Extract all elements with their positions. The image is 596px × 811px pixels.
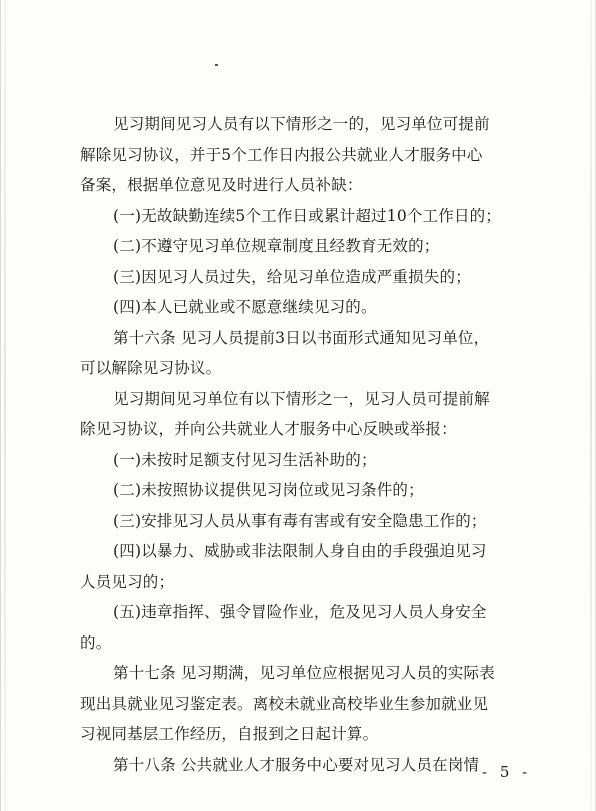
- list-item: (三)安排见习人员从事有毒有害或有安全隐患工作的；: [113, 511, 487, 530]
- paragraph-line: 解除见习协议，并于5个工作日内报公共就业人才服务中心: [80, 145, 483, 164]
- scan-speck: [215, 64, 218, 66]
- paragraph-line: 见习期间见习单位有以下情形之一，见习人员可提前解: [113, 389, 490, 408]
- list-item: (一)未按时足额支付见习生活补助的；: [113, 450, 377, 469]
- paragraph-line: 除见习协议，并向公共就业人才服务中心反映或举报：: [80, 420, 457, 438]
- list-item: (一)无故缺勤连续5个工作日或累计超过10个工作日的；: [113, 206, 502, 225]
- list-item: (四)以暴力、威胁或非法限制人身自由的手段强迫见习: [113, 542, 487, 560]
- article-18-line: 第十八条 公共就业人才服务中心要对见习人员在岗情: [113, 755, 480, 774]
- article-16-line: 可以解除见习协议。: [80, 359, 222, 377]
- article-17-line: 习视同基层工作经历，自报到之日起计算。: [80, 725, 379, 743]
- page-number: - 5 -: [482, 763, 532, 781]
- paragraph-line: 备案，根据单位意见及时进行人员补缺：: [80, 176, 363, 194]
- list-item: (二)不遵守见习单位规章制度且经教育无效的；: [113, 237, 440, 255]
- article-17-line: 第十七条 见习期满，见习单位应根据见习人员的实际表: [113, 664, 495, 682]
- scan-edge-shadow-right: [590, 0, 592, 811]
- list-item: (二)未按照协议提供见习岗位或见习条件的；: [113, 481, 424, 499]
- list-item: (五)违章指挥、强令冒险作业，危及见习人员人身安全: [113, 603, 487, 621]
- scan-edge-shadow-left: [4, 0, 6, 811]
- list-item-continuation: 的。: [80, 633, 112, 652]
- list-item-continuation: 人员见习的；: [80, 572, 175, 591]
- article-16-line: 第十六条 见习人员提前3日以书面形式通知见习单位，: [113, 328, 490, 347]
- article-17-line: 现出具就业见习鉴定表。离校未就业高校毕业生参加就业见: [80, 694, 489, 713]
- paragraph-line: 见习期间见习人员有以下情形之一的，见习单位可提前: [113, 115, 490, 133]
- list-item: (三)因见习人员过失，给见习单位造成严重损失的；: [113, 267, 471, 286]
- body-text: [80, 109, 528, 780]
- list-item: (四)本人已就业或不愿意继续见习的。: [113, 298, 377, 316]
